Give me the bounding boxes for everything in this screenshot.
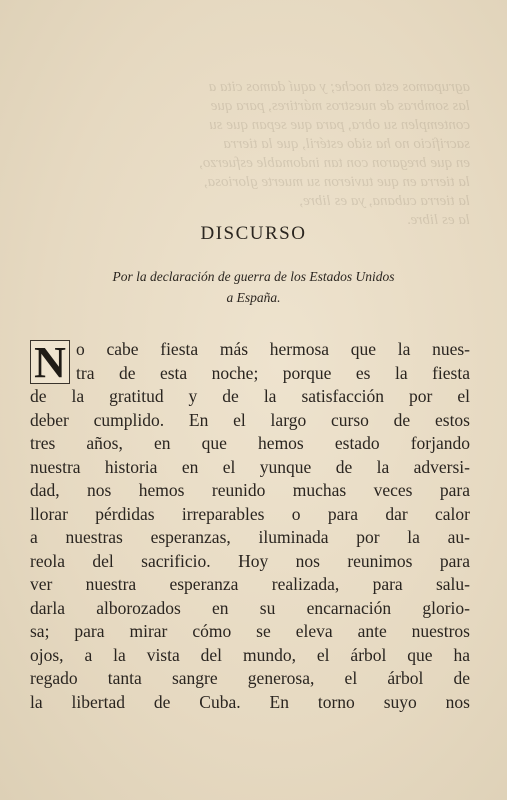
bleed-line: la tierra en que tuvieron su muerte gloriosa, (203, 174, 470, 190)
drop-cap-letter: N (34, 338, 66, 387)
body-line: dad, nos hemos reunido muchas veces para (30, 480, 470, 500)
body-line: nuestra historia en el yunque de la adversi- (30, 456, 470, 477)
body-line: regado tanta sangre generosa, el árbol de (30, 668, 470, 688)
body-line: deber cumplido. En el largo curso de estos (30, 409, 470, 430)
body-line: ver nuestra esperanza realizada, para salu- (30, 574, 470, 594)
bleed-line: la tierra cubana, ya es libre, (299, 193, 470, 209)
body-line: de la gratitud y de la satisfacción por el (30, 386, 470, 406)
body-line: reola del sacrificio. Hoy nos reunimos para (30, 550, 470, 571)
body-line: darla alborozados en su encarnación glorio- (30, 597, 470, 618)
subtitle-line: a España. (226, 290, 281, 305)
body-line: o cabe fiesta más hermosa que la nues- (76, 339, 470, 359)
page-title: DISCURSO (200, 223, 307, 244)
bleed-line: sacrificio no ha sido estéril, que la tierra (223, 136, 470, 152)
body-line: tra de esta noche; porque es la fiesta (76, 362, 470, 383)
body-line: sa; para mirar cómo se eleva ante nuestros (30, 621, 470, 641)
body-line: ojos, a la vista del mundo, el árbol que ha (30, 644, 470, 665)
bleed-line: en que bregaron con tan indomable esfuerzo, (199, 155, 470, 171)
bleed-line: contemplen su obra, para que sepan que su (209, 117, 470, 133)
subtitle-line: Por la declaración de guerra de los Estados Unidos (112, 269, 395, 284)
bleed-line: la es libre. (406, 212, 470, 228)
body-line: a nuestras esperanzas, iluminada por la au- (30, 527, 470, 547)
bleed-line: agrupamos esta noche; y aquí damos cita a (208, 79, 470, 95)
discourse-body (30, 338, 470, 714)
body-line: la libertad de Cuba. En torno suyo nos (30, 691, 470, 712)
body-line: llorar pérdidas irreparables o para dar calor (30, 503, 470, 524)
body-line: tres años, en que hemos estado forjando (30, 433, 470, 453)
page-subtitle (0, 266, 507, 308)
bleed-line: las sombras de nuestros mártires, para que (210, 98, 470, 114)
